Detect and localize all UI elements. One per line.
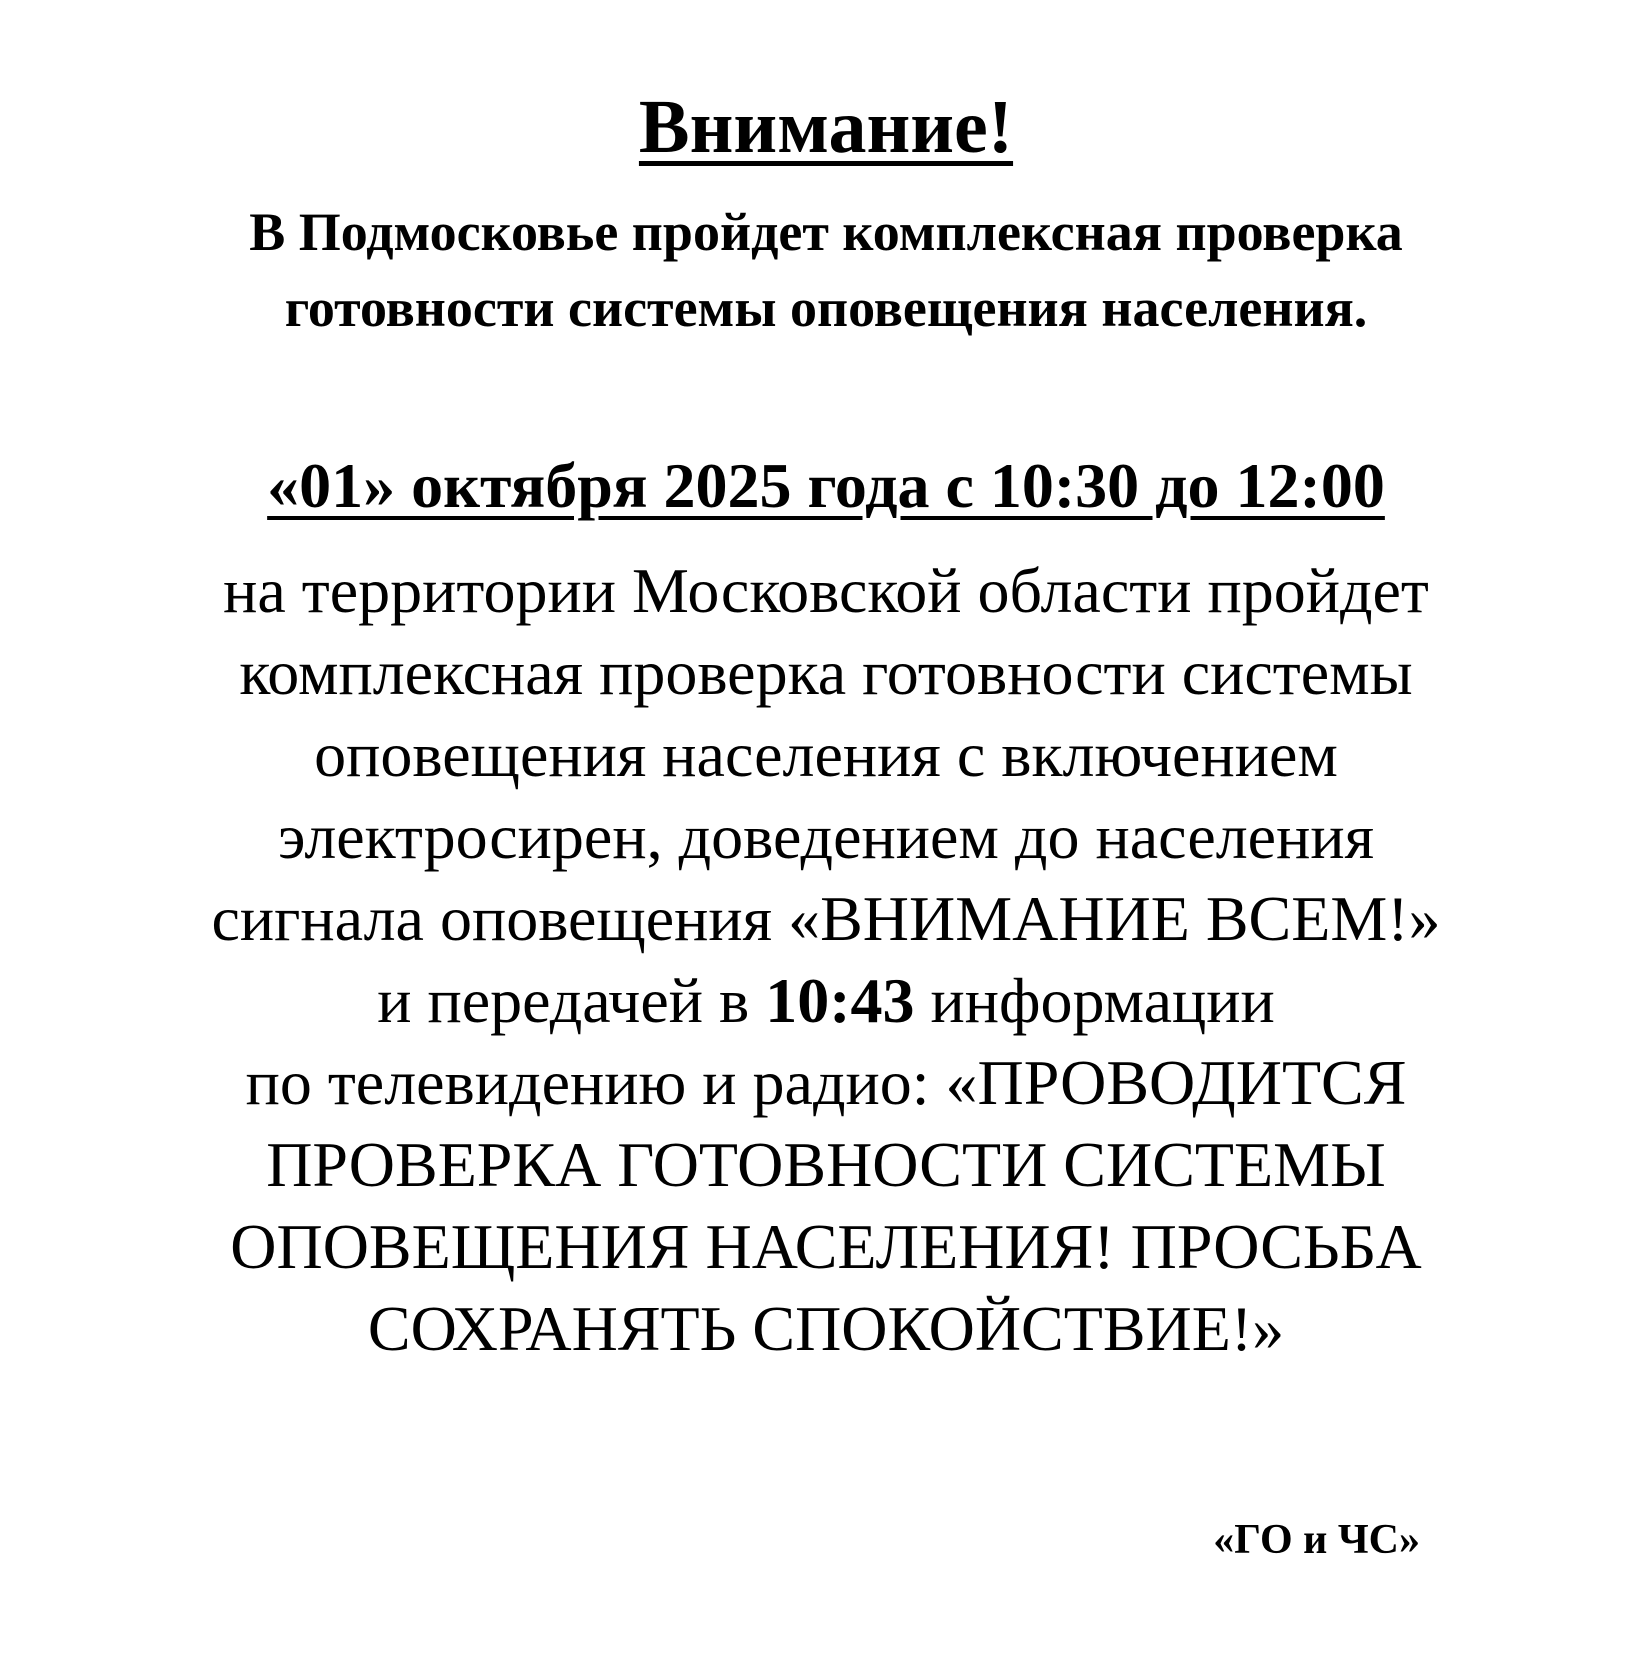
broadcast-text-after: информации bbox=[914, 965, 1275, 1036]
notice-body-line-2: комплексная проверка готовности системы bbox=[239, 637, 1413, 708]
notice-heading: Внимание! bbox=[638, 85, 1014, 169]
notice-message-line-4: СОХРАНЯТЬ СПОКОЙСТВИЕ!» bbox=[367, 1293, 1285, 1364]
notice-body-line-5: сигнала оповещения «ВНИМАНИЕ ВСЕМ!» bbox=[211, 883, 1441, 954]
notice-body-line-1: на территории Московской области пройдет bbox=[223, 555, 1429, 626]
notice-body-line-3: оповещения населения с включением bbox=[314, 719, 1338, 790]
notice-message-line-2: ПРОВЕРКА ГОТОВНОСТИ СИСТЕМЫ bbox=[266, 1129, 1386, 1200]
notice-subtitle-line-1: В Подмосковье пройдет комплексная проверка bbox=[249, 202, 1403, 262]
notice-signature: «ГО и ЧС» bbox=[1213, 1517, 1420, 1563]
broadcast-text-before: и передачей в bbox=[377, 965, 766, 1036]
notice-date-time: «01» октября 2025 года с 10:30 до 12:00 bbox=[267, 450, 1385, 521]
broadcast-time: 10:43 bbox=[765, 965, 915, 1036]
notice-message-line-1: по телевидению и радио: «ПРОВОДИТСЯ bbox=[245, 1047, 1407, 1118]
notice-subtitle-line-2: готовности системы оповещения населения. bbox=[284, 278, 1368, 338]
notice-body-line-4: электросирен, доведением до населения bbox=[278, 801, 1374, 872]
notice-broadcast-line bbox=[0, 960, 1652, 1042]
notice-message-line-3: ОПОВЕЩЕНИЯ НАСЕЛЕНИЯ! ПРОСЬБА bbox=[230, 1211, 1422, 1282]
